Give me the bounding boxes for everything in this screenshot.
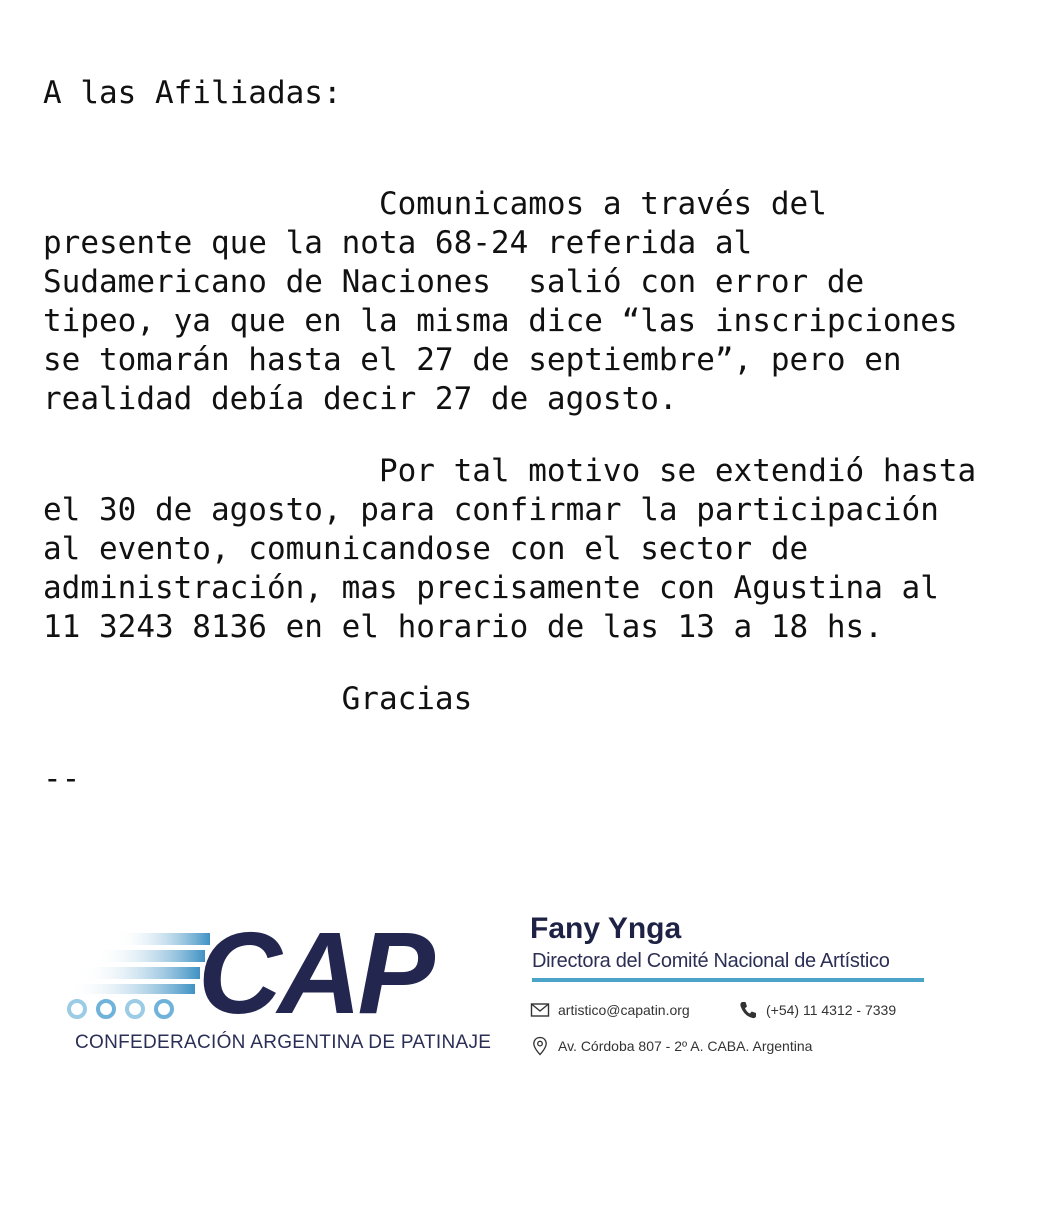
cap-logo — [60, 905, 510, 1065]
email-text[interactable]: artistico@capatin.org — [558, 1002, 690, 1018]
signer-role: Directora del Comité Nacional de Artístico — [532, 950, 890, 972]
divider — [532, 978, 924, 982]
closing-thanks: Gracias — [43, 681, 473, 717]
signature-separator: -- — [43, 761, 81, 797]
contact-address — [530, 1036, 812, 1056]
logo-wordmark: CAP — [198, 908, 431, 1025]
paragraph-extension-notice: Por tal motivo se extendió hasta el 30 de agosto, para confirmar la participación al evento, comunicandose con el sector de administración, mas precisamente con Agustina al 11 3243 8136 en el horario de las 13 a 18 hs. — [43, 453, 977, 645]
address-text: Av. Córdoba 807 - 2º A. CABA. Argentina — [558, 1038, 813, 1054]
phone-icon — [738, 1000, 758, 1020]
logo-subtitle: CONFEDERACIÓN ARGENTINA DE PATINAJE — [75, 1032, 492, 1053]
phone-text[interactable]: (+54) 11 4312 - 7339 — [766, 1002, 897, 1018]
cap-logo-graphic — [60, 905, 510, 1025]
speed-lines — [68, 933, 210, 994]
envelope-icon — [530, 1000, 550, 1020]
paragraph-correction-notice: Comunicamos a través del presente que la nota 68-24 referida al Sudamericano de Naciones salió con error de tipeo, ya que en la misma dice “las inscripciones se tomarán hasta el 27 de septiembre”, pero en realidad debía decir 27 de agosto. — [43, 186, 958, 417]
signature-contact-card — [530, 912, 930, 1062]
greeting: A las Afiliadas: — [43, 75, 342, 111]
location-pin-icon — [530, 1036, 550, 1056]
skate-wheels — [69, 1001, 172, 1017]
contact-phone[interactable] — [738, 1000, 896, 1020]
signer-name: Fany Ynga — [530, 912, 682, 945]
contact-email[interactable] — [530, 1000, 690, 1020]
